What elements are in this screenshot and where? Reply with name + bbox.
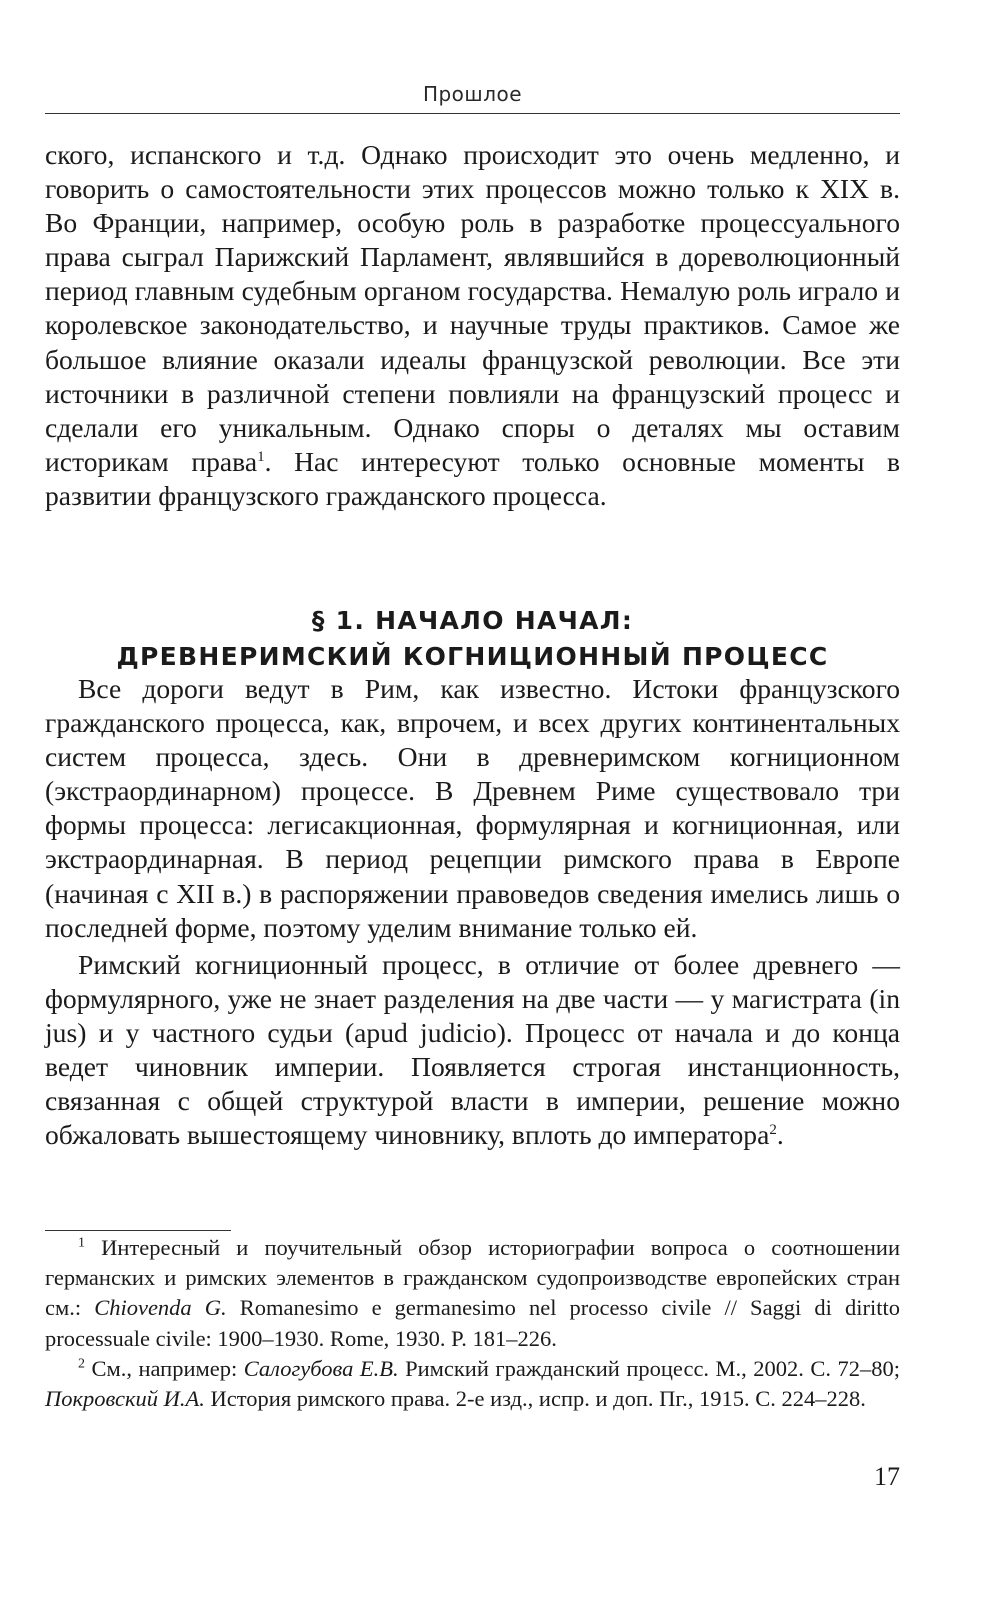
section-paragraph-2 [45,948,900,1153]
footnote-1 [45,1233,900,1354]
section-heading-line-1: § 1. НАЧАЛО НАЧАЛ: [311,606,634,635]
footnote-2-work-1: Римский гражданский процесс. М., 2002. С. 72–80; [398,1355,900,1381]
footnote-ref-2: 2 [769,1122,777,1139]
footnote-2-author-2: Покровский И.А. [45,1386,205,1412]
section-paragraph-2-tail: . [776,1119,784,1151]
section-heading-line-2: ДРЕВНЕРИМСКИЙ КОГНИЦИОННЫЙ ПРОЦЕСС [116,642,829,671]
section-paragraph-1: Все дороги ведут в Рим, как известно. Истоки французского гражданского процесса, как, впрочем, и всех других континентальных систем процесса, здесь. Они в древнеримском когниционном (экстраординарном) процессе. В Древнем Риме существовало три формы процесса: легисакционная, формулярная и когниционная, или экстраординарная. В период рецепции римского права в Европе (начиная с XII в.) в распоряжении правоведов сведения имелись лишь о последней форме, поэтому уделим внимание только ей. [45,673,900,943]
intro-paragraph-tail: . Нас интересуют только основные моменты в развитии французского гражданского процесса. [45,445,901,511]
footnote-1-rest: Romanesimo e germanesimo nel processo civile // Saggi di diritto processuale civile: 1900–1930. Rome, 1930. P. 181–226. [45,1295,900,1351]
footnote-2-number: 2 [78,1356,85,1372]
section-body [45,672,900,1152]
footnote-1-number: 1 [78,1235,85,1251]
footnotes [45,1233,900,1414]
footnote-2 [45,1354,900,1414]
book-page [45,0,900,1614]
footnote-2-author-1: Салогубова Е.В. [243,1355,399,1381]
header-rule [45,113,900,114]
intro-paragraph-text: ского, испанского и т.д. Однако происходит это очень медленно, и говорить о самостоятельности этих процессов можно только к XIX в. Во Франции, например, особую роль в разработке процессуального права сыграл Парижский Парламент, являвшийся в дореволюционный период главным судебным органом государства. Немалую роль играло и королевское законодательство, и научные труды практиков. Самое же большое влияние оказали идеалы французской революции. Все эти источники в различной степени повлияли на французский процесс и сделали его уникальным. Однако споры о деталях мы оставим историкам права [45,139,900,477]
intro-paragraph [45,138,900,513]
running-head: Прошлое [422,82,523,106]
footnote-rule [45,1230,231,1231]
section-paragraph-2-text: Римский когниционный процесс, в отличие от более древнего — формулярного, уже не знает разделения на две части — у магистрата (in jus) и у частного судьи (apud judicio). Процесс от начала и до конца ведет чиновник империи. Появляется строгая инстанционность, связанная с общей структурой власти в империи, решение можно обжаловать вышестоящему чиновнику, вплоть до императора [45,948,900,1151]
page-number: 17 [874,1462,900,1491]
footnote-1-text: Интересный и поучительный обзор историографии вопроса о соотношении германских и римских элементов в гражданском судопроизводстве европейских стран см.: [45,1235,900,1321]
footnote-1-author: Chiovenda G. [94,1295,227,1321]
section-heading [45,603,900,675]
footnote-2-work-2: История римского права. 2-е изд., испр. и доп. Пг., 1915. С. 224–228. [204,1386,866,1412]
footnote-2-lead: См., например: [85,1355,244,1381]
intro-text-block [45,138,900,513]
footnote-ref-1: 1 [257,448,265,465]
